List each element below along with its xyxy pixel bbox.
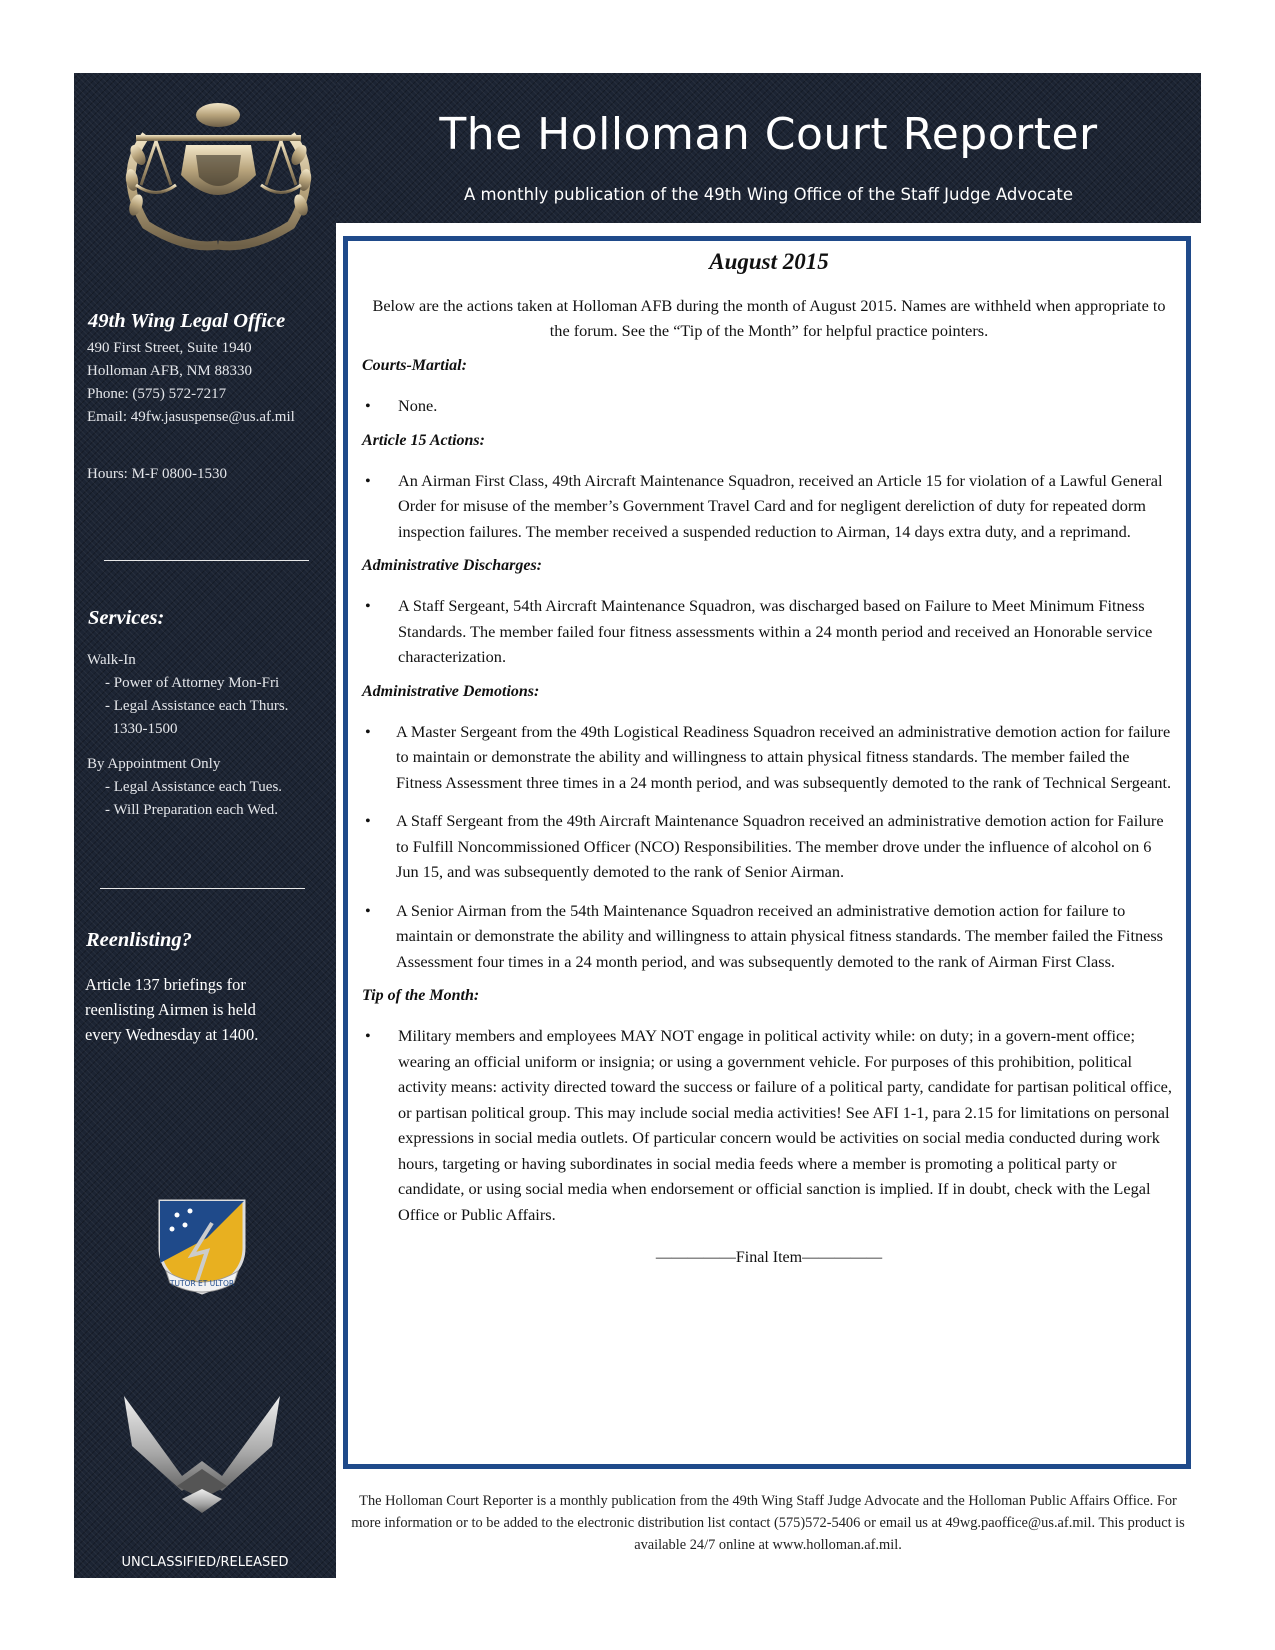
reenlisting-text: Article 137 briefings for — [85, 975, 246, 994]
section-heading-courts-martial: Courts-Martial: — [362, 357, 467, 374]
office-hours: Hours: M-F 0800-1530 — [87, 466, 228, 482]
intro-paragraph: Below are the actions taken at Holloman AFB during the month of August 2015. Names are withheld when appropriate to the forum. See the “Tip of the Month” for helpful practice pointers. — [372, 296, 1166, 340]
issue-date: August 2015 — [709, 249, 829, 274]
section-heading-admin-discharges: Administrative Discharges: — [362, 557, 543, 574]
appointment-item: - Will Preparation each Wed. — [105, 802, 278, 818]
list-item-text: None. — [398, 396, 438, 415]
services-heading: Services: — [88, 607, 165, 629]
list-item-text: A Staff Sergeant, 54th Aircraft Maintenance Squadron, was discharged based on Failure to Meet Minimum Fitness Standards. The member failed four fitness assessments within a 24 month period and received an Honorable service characterization. — [398, 596, 1153, 666]
reenlisting-heading: Reenlisting? — [86, 929, 192, 951]
masthead — [336, 73, 1201, 223]
office-phone: Phone: (575) 572-7217 — [87, 386, 227, 402]
appointment-label: By Appointment Only — [87, 756, 221, 772]
jag-badge-icon — [106, 95, 331, 255]
publication-subtitle: A monthly publication of the 49th Wing Office of the Staff Judge Advocate — [464, 185, 1073, 204]
list-item: • A Staff Sergeant, 54th Aircraft Maintenance Squadron, was discharged based on Failure to Meet Minimum Fitness Standards. The member failed four fitness assessments within a 24 month period and received an Honorable service characterization. — [365, 596, 1153, 666]
office-address-line: 490 First Street, Suite 1940 — [87, 340, 252, 356]
list-item: • A Senior Airman from the 54th Maintenance Squadron received an administrative demotion action for failure to maintain or demonstrate the ability and willingness to attain physical fitness standards. The member failed the Fitness Assessment four times in a 24 month period, and was subsequently demoted to the rank of Airman First Class. — [365, 900, 1164, 971]
content-frame — [343, 236, 1191, 1469]
walk-in-item: - Power of Attorney Mon-Fri — [105, 675, 280, 691]
air-force-symbol-icon — [122, 1391, 282, 1516]
walk-in-label: Walk-In — [87, 652, 136, 668]
list-item: • None. — [365, 396, 438, 415]
walk-in-item: - Legal Assistance each Thurs. — [105, 698, 289, 714]
office-address-line: Holloman AFB, NM 88330 — [87, 363, 253, 379]
reenlisting-text: reenlisting Airmen is held — [85, 1000, 256, 1019]
classification-marking: UNCLASSIFIED/RELEASED — [121, 1555, 289, 1570]
shield-motto: TUTOR ET ULTOR — [169, 1279, 235, 1288]
publication-title: The Holloman Court Reporter — [439, 109, 1098, 160]
section-heading-admin-demotions: Administrative Demotions: — [362, 682, 540, 700]
list-item: • Military members and employees MAY NOT engage in political activity while: on duty; in a govern-ment office; wearing an official uniform or insignia; or using a government vehicle. For purposes of this prohibition, political activity means: activity directed toward the success or failure of a political party, candidate for partisan political office, or partisan political group. This may include social media activities! See AFI 1-1, para 2.15 for limitations on personal expressions in social media outlets. Of particular concern would be activities on social media conducted during work hours, targeting or having subordinates in social media feeds where a member is promoting a political party or candidate, or using social media when endorsement or official sanction is implied. If in doubt, check with the Legal Office or Public Affairs. — [365, 1026, 1172, 1224]
wing-shield-icon — [152, 1193, 252, 1298]
list-item: • An Airman First Class, 49th Aircraft Maintenance Squadron, received an Article 15 for violation of a Lawful General Order for misuse of the member’s Government Travel Card and for negligent dereliction of duty for repeated dorm inspection failures. The member received a suspended reduction to Airman, 14 days extra duty, and a reprimand. — [365, 470, 1163, 541]
reenlisting-text: every Wednesday at 1400. — [85, 1025, 259, 1044]
sidebar-divider — [100, 888, 305, 889]
office-heading: 49th Wing Legal Office — [88, 310, 286, 332]
sidebar — [74, 73, 336, 1578]
section-heading-article-15: Article 15 Actions: — [362, 431, 485, 449]
list-item-text: An Airman First Class, 49th Aircraft Maintenance Squadron, received an Article 15 for violation of a Lawful General Order for misuse of the member’s Government Travel Card and for negligent dereliction of duty for repeated dorm inspection failures. The member received a suspended reduction to Airman, 14 days extra duty, and a reprimand. — [398, 470, 1163, 541]
walk-in-item: 1330-1500 — [105, 721, 178, 737]
list-item-text: Military members and employees MAY NOT engage in political activity while: on duty; in a govern-ment office; wearing an official uniform or insignia; or using a government vehicle. For purposes of this prohibition, political activity means: activity directed toward the success or failure of a political party, candidate for partisan political office, or partisan political group. This may include social media activities! See AFI 1-1, para 2.15 for limitations on personal expressions in social media outlets. Of particular concern would be activities on social media conducted during work hours, targeting or having subordinates in social media feeds where a member is promoting a political party or candidate, or using social media when endorsement or official sanction is implied. If in doubt, check with the Legal Office or Public Affairs. — [398, 1026, 1172, 1224]
final-item-marker: —————Final Item————— — [655, 1249, 883, 1266]
office-email: Email: 49fw.jasuspense@us.af.mil — [87, 409, 295, 425]
list-item: • A Staff Sergeant from the 49th Aircraft Maintenance Squadron received an administrative demotion action for Failure to Fulfill Noncommissioned Officer (NCO) Responsibilities. The member drove under the influence of alcohol on 6 Jun 15, and was subsequently demoted to the rank of Senior Airman. — [365, 811, 1164, 881]
list-item-text: A Master Sergeant from the 49th Logistical Readiness Squadron received an administrative demotion action for failure to maintain or demonstrate the ability and willingness to attain physical fitness standards. The member failed the Fitness Assessment three times in a 24 month period, and was subsequently demoted to the rank of Technical Sergeant. — [396, 721, 1172, 792]
list-item: • A Master Sergeant from the 49th Logistical Readiness Squadron received an administrative demotion action for failure to maintain or demonstrate the ability and willingness to attain physical fitness standards. The member failed the Fitness Assessment three times in a 24 month period, and was subsequently demoted to the rank of Technical Sergeant. — [365, 721, 1172, 792]
sidebar-divider — [104, 560, 309, 561]
section-heading-tip-of-month: Tip of the Month: — [362, 987, 480, 1004]
appointment-item: - Legal Assistance each Tues. — [105, 779, 283, 795]
list-item-text: A Staff Sergeant from the 49th Aircraft Maintenance Squadron received an administrative demotion action for Failure to Fulfill Noncommissioned Officer (NCO) Responsibilities. The member drove under the influence of alcohol on 6 Jun 15, and was subsequently demoted to the rank of Senior Airman. — [396, 811, 1164, 881]
footer-note: The Holloman Court Reporter is a monthly publication from the 49th Wing Staff Judge Advocate and the Holloman Public Affairs Office. For more information or to be added to the electronic distribution list contact (575)572-5406 or email us at 49wg.paoffice@us.af.mil. This product is available 24/7 online at www.holloman.af.mil. — [351, 1493, 1185, 1553]
list-item-text: A Senior Airman from the 54th Maintenance Squadron received an administrative demotion action for failure to maintain or demonstrate the ability and willingness to attain physical fitness standards. The member failed the Fitness Assessment four times in a 24 month period, and was subsequently demoted to the rank of Airman First Class. — [396, 900, 1164, 971]
